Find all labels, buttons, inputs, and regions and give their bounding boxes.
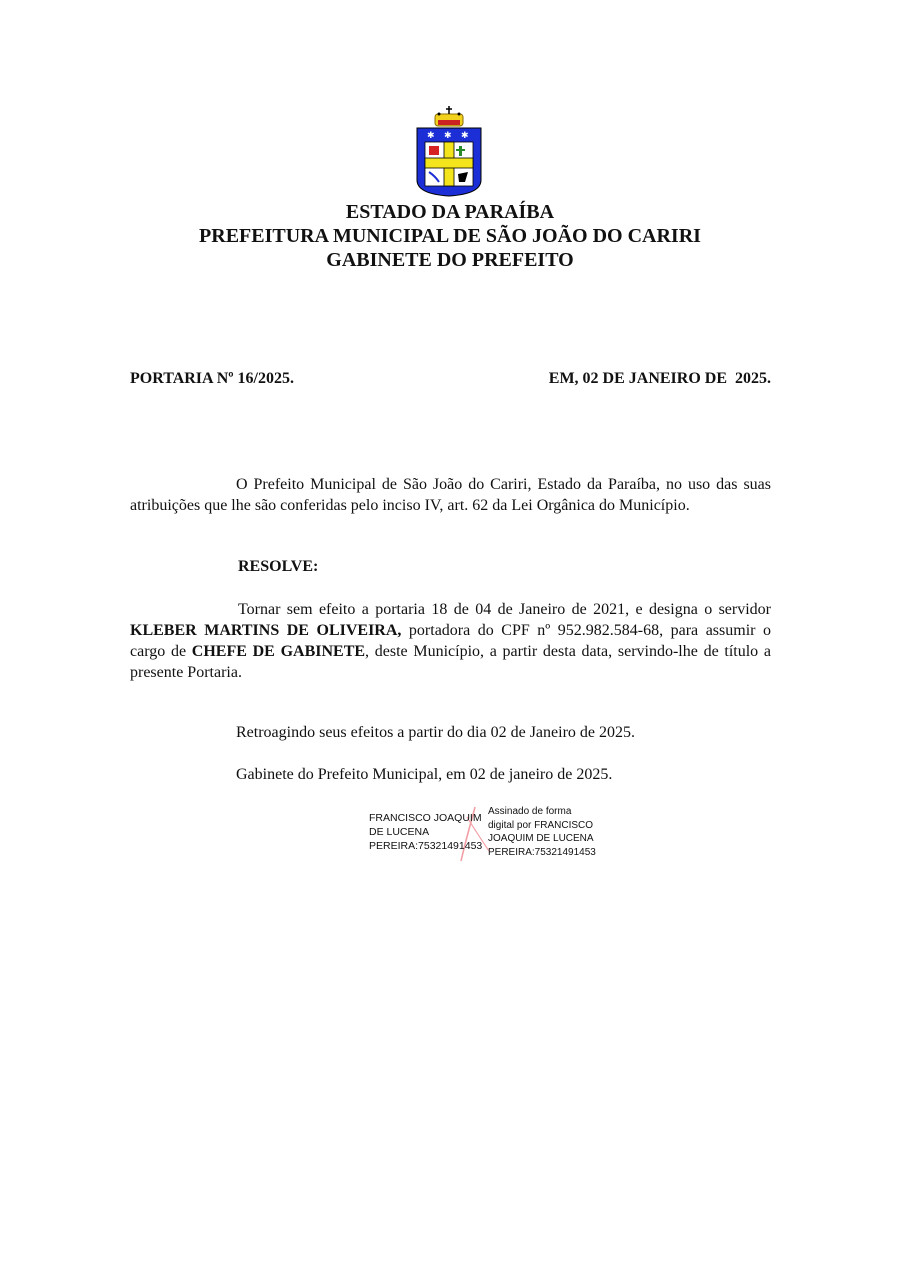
portaria-number: PORTARIA Nº 16/2025. xyxy=(130,370,294,387)
signature-note xyxy=(488,805,613,859)
gabinete-line: Gabinete do Prefeito Municipal, em 02 de janeiro de 2025. xyxy=(236,766,613,783)
signer-line-2: DE LUCENA xyxy=(369,826,430,838)
coat-of-arms-icon xyxy=(413,106,485,198)
resolve-heading: RESOLVE: xyxy=(238,558,319,575)
portaria-date: EM, 02 DE JANEIRO DE 2025. xyxy=(548,370,771,387)
servant-name: KLEBER MARTINS DE OLIVEIRA, xyxy=(130,622,402,639)
svg-text:✱: ✱ xyxy=(444,131,452,141)
decision-text-3: , deste Município, a partir desta data, servindo-lhe de título a presente Portaria. xyxy=(130,643,771,681)
signer-line-3: PEREIRA:75321491453 xyxy=(369,840,483,852)
svg-text:✱: ✱ xyxy=(427,131,435,141)
decision-text-2: portadora do CPF nº 952.982.584-68, para assumir o cargo de xyxy=(130,622,771,660)
signature-note-line-3: JOAQUIM DE LUCENA xyxy=(488,833,594,844)
decision-paragraph xyxy=(130,599,771,683)
svg-text:✱: ✱ xyxy=(461,131,469,141)
document-header xyxy=(0,200,900,272)
signer-name xyxy=(369,811,487,853)
role-name: CHEFE DE GABINETE xyxy=(191,643,366,660)
retroactive-line: Retroagindo seus efeitos a partir do dia 02 de Janeiro de 2025. xyxy=(236,724,635,741)
signature-note-line-4: PEREIRA:75321491453 xyxy=(488,846,596,858)
decision-text-1: Tornar sem efeito a portaria 18 de 04 de Janeiro de 2021, e designa o servidor xyxy=(238,601,771,618)
signature-note-line-2: digital por FRANCISCO xyxy=(488,819,594,831)
intro-paragraph: O Prefeito Municipal de São João do Cariri, Estado da Paraíba, no uso das suas atribuições que lhe são conferidas pelo inciso IV, art. 62 da Lei Orgânica do Município. xyxy=(130,476,771,514)
header-state: ESTADO DA PARAÍBA xyxy=(345,201,555,223)
digital-signature xyxy=(369,805,609,865)
header-prefecture: PREFEITURA MUNICIPAL DE SÃO JOÃO DO CARIRI xyxy=(199,225,701,247)
header-office: GABINETE DO PREFEITO xyxy=(326,249,574,271)
signature-note-line-1: Assinado de forma xyxy=(488,806,572,817)
signer-line-1: FRANCISCO JOAQUIM xyxy=(369,812,482,824)
